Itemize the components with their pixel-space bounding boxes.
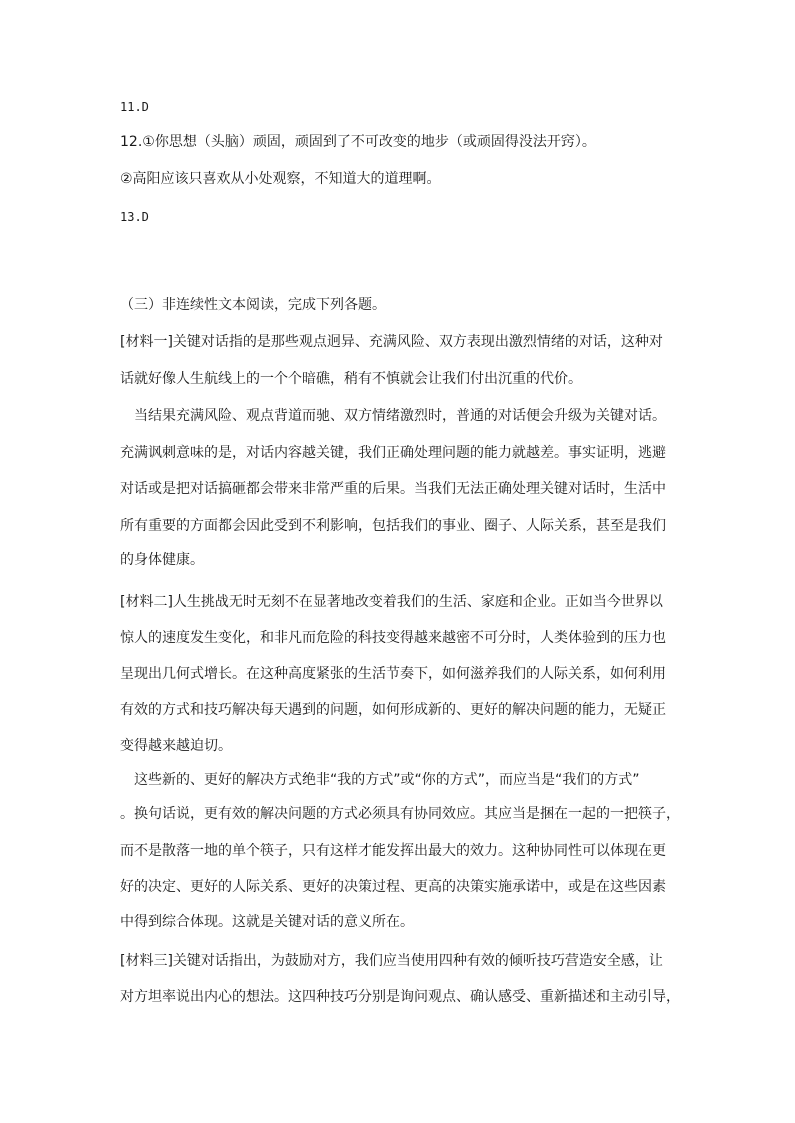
paragraph-line: 呈现出几何式增长。在这种高度紧张的生活节奏下，如何滋养我们的人际关系，如何利用 bbox=[120, 666, 666, 682]
paragraph-line: [材料一]关键对话指的是那些观点迥异、充满风险、双方表现出激烈情绪的对话，这种对 bbox=[120, 334, 663, 350]
paragraph-line: 所有重要的方面都会因此受到不利影响，包括我们的事业、圈子、人际关系，甚至是我们 bbox=[120, 518, 666, 534]
paragraph-line: 好的决定、更好的人际关系、更好的决策过程、更高的决策实施承诺中，或是在这些因素 bbox=[120, 879, 666, 895]
paragraph-line: [材料二]人生挑战无时无刻不在显著地改变着我们的生活、家庭和企业。正如当今世界以 bbox=[120, 594, 663, 610]
paragraph-line: 有效的方式和技巧解决每天遇到的问题，如何形成新的、更好的解决问题的能力，无疑正 bbox=[120, 702, 666, 718]
paragraph-line: 而不是散落一地的单个筷子，只有这样才能发挥出最大的效力。这种协同性可以体现在更 bbox=[120, 843, 666, 859]
paragraph-line: 的身体健康。 bbox=[120, 552, 204, 568]
paragraph-line: 这些新的、更好的解决方式绝非“我的方式”或“你的方式”，而应当是“我们的方式” bbox=[134, 772, 640, 788]
paragraph-line: 变得越来越迫切。 bbox=[120, 738, 232, 754]
paragraph-line: 当结果充满风险、观点背道而驰、双方情绪激烈时，普通的对话便会升级为关键对话。 bbox=[134, 408, 666, 424]
paragraph-line: 话就好像人生航线上的一个个暗礁，稍有不慎就会让我们付出沉重的代价。 bbox=[120, 371, 582, 387]
answer-11: 11.D bbox=[120, 100, 149, 114]
paragraph-line: 。换句话说，更有效的解决问题的方式必须具有协同效应。其应当是捆在一起的一把筷子， bbox=[120, 806, 680, 822]
paragraph-line: 对话或是把对话搞砸都会带来非常严重的后果。当我们无法正确处理关键对话时，生活中 bbox=[120, 481, 666, 497]
paragraph-line: 中得到综合体现。这就是关键对话的意义所在。 bbox=[120, 914, 414, 930]
paragraph-line: 对方坦率说出内心的想法。这四种技巧分别是询问观点、确认感受、重新描述和主动引导， bbox=[120, 989, 680, 1005]
answer-12-part-1: 12.①你思想（头脑）顽固，顽固到了不可改变的地步（或顽固得没法开窍）。 bbox=[120, 134, 596, 150]
answer-13: 13.D bbox=[120, 210, 149, 224]
paragraph-line: 充满讽刺意味的是，对话内容越关键，我们正确处理问题的能力就越差。事实证明，逃避 bbox=[120, 445, 666, 461]
paragraph-line: [材料三]关键对话指出，为鼓励对方，我们应当使用四种有效的倾听技巧营造安全感，让 bbox=[120, 953, 663, 969]
paragraph-line: 惊人的速度发生变化，和非凡而危险的科技变得越来越密不可分时，人类体验到的压力也 bbox=[120, 630, 666, 646]
section-heading: （三）非连续性文本阅读，完成下列各题。 bbox=[120, 297, 386, 313]
answer-12-part-2: ②高阳应该只喜欢从小处观察，不知道大的道理啊。 bbox=[120, 171, 441, 187]
